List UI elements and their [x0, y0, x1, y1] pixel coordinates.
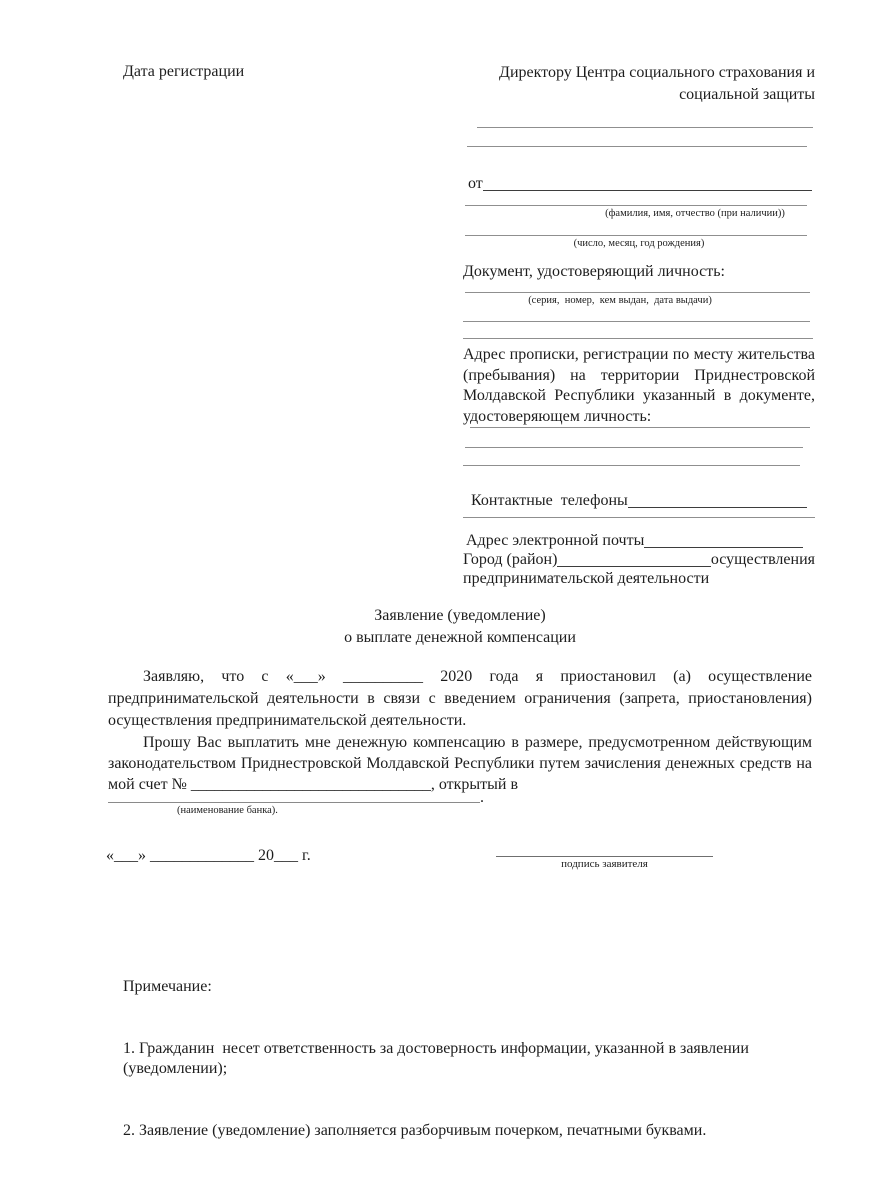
blank-line: [463, 321, 810, 322]
blank-line: [465, 292, 810, 293]
identity-doc-label: Документ, удостоверяющий личность:: [463, 263, 725, 280]
blank-line: [463, 517, 815, 518]
blank-line: [463, 465, 800, 466]
contact-phones-label: Контактные телефоны: [471, 491, 628, 509]
bank-name-field: [108, 789, 812, 806]
blank-line: [463, 338, 813, 339]
document-title-line1: Заявление (уведомление): [374, 607, 546, 624]
blank-line: [465, 235, 807, 236]
email-label: Адрес электронной почты: [466, 531, 645, 549]
blank-line: [470, 427, 810, 428]
email-blank-line: [644, 531, 803, 548]
blank-line: [477, 127, 813, 128]
full-name-caption: (фамилия, имя, отчество (при наличии)): [605, 208, 785, 219]
signature-block: [496, 846, 713, 871]
contact-phones-blank-line: [628, 491, 807, 508]
birth-date-caption: (число, месяц, год рождения): [573, 238, 705, 249]
address-paragraph: Адрес прописки, регистрации по месту жительства (пребывания) на территории Приднестровской Молдавской Республики указанный в документе, удостоверяющем личность:: [463, 346, 815, 425]
city-field: [463, 550, 815, 569]
signature-blank-line: [496, 846, 713, 857]
note-item: 2. Заявление (уведомление) заполняется разборчивым почерком, печатными буквами.: [123, 1121, 707, 1139]
from-field: [463, 174, 815, 193]
signature-caption: подпись заявителя: [561, 858, 648, 870]
notes-section: [123, 936, 755, 1182]
statement-body: [106, 605, 816, 871]
city-blank-line: [557, 550, 710, 567]
header-right-column: [463, 62, 815, 588]
city-label: Город (район): [463, 550, 558, 568]
activity-label: предпринимательской деятельности: [463, 569, 710, 587]
bank-line-period: .: [480, 789, 484, 806]
bank-name-blank-line: [108, 796, 480, 803]
blank-line: [465, 205, 807, 206]
addressee-text: Директору Центра социального страхования и социальной защиты: [499, 64, 815, 103]
registration-date-label: Дата регистрации: [123, 63, 245, 80]
document-title-line2: о выплате денежной компенсации: [344, 629, 576, 646]
blank-line: [465, 447, 803, 448]
contact-phones-field: [463, 491, 815, 510]
bank-name-caption: (наименование банка).: [177, 805, 278, 816]
email-field: [463, 531, 815, 550]
statement-paragraph-1: Заявляю, что с «___» __________ 2020 года я приостановил (а) осуществление предпринимательской деятельности в связи с введением ограничения (запрета, приостановления) осуществления предпринимательской деятельности.: [108, 668, 816, 729]
doc-details-caption: (серия, номер, кем выдан, дата выдачи): [528, 295, 712, 306]
date-field: «___» _____________ 20___ г.: [106, 847, 311, 864]
document-title: [108, 605, 812, 649]
note-item: 1. Гражданин несет ответственность за достоверность информации, указанной в заявлении (уведомлении);: [123, 1039, 753, 1077]
date-and-signature-row: [108, 846, 812, 871]
from-blank-line: [483, 174, 812, 191]
notes-title: Примечание:: [123, 978, 212, 995]
city-suffix-label: осуществления: [710, 550, 815, 568]
from-label: от: [468, 175, 483, 192]
statement-paragraph-2: Прошу Вас выплатить мне денежную компенсацию в размере, предусмотренном действующим законодательством Приднестровской Молдавской Республики путем зачисления денежных средств на мой счет № ______________________________, открытый в: [108, 734, 816, 793]
blank-line: [467, 146, 807, 147]
